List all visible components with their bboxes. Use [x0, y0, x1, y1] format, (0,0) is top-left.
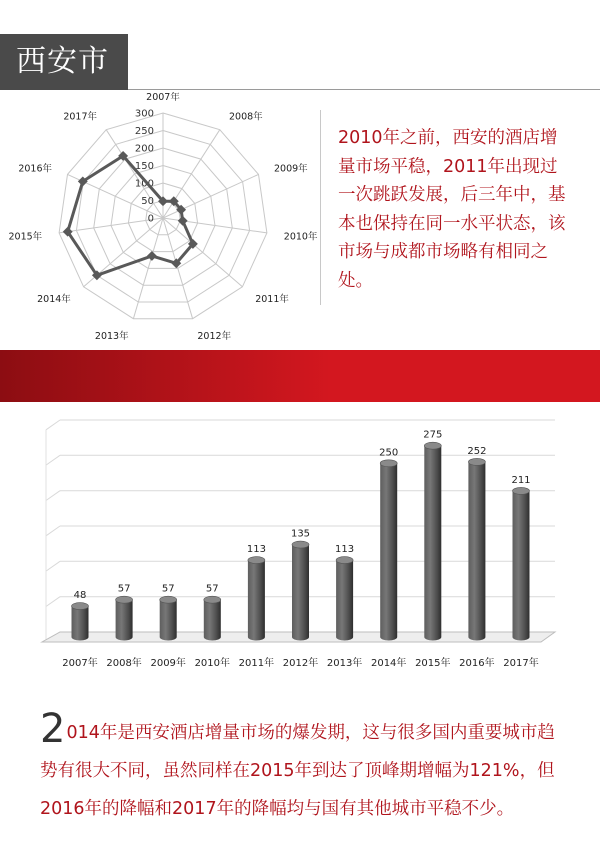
bar-data-label: 48 [73, 590, 87, 602]
bar-data-label: 57 [205, 583, 219, 595]
bar-category-label: 2017年 [503, 658, 539, 669]
bar-gridline-side [46, 526, 60, 536]
summary-line-1-text: 014年是西安酒店增量市场的爆发期，这与很多国内重要城市趋 [66, 723, 555, 743]
bar-data-label: 211 [511, 474, 531, 486]
banner-title: 西安市2007年—2017年增量分析 [258, 13, 590, 38]
city-title: 西安市 [0, 34, 128, 90]
bar-category-label: 2009年 [150, 658, 186, 669]
bar-category-label: 2013年 [326, 658, 363, 669]
title-underline [128, 89, 600, 90]
intro-paragraph: 2010年之前，西安的酒店增量市场平稳，2011年出现过一次跳跃发展，后三年中，基本也保持在同一水平状态，该市场与成都市场略有相同之处。 [338, 128, 566, 291]
bar-data-label: 57 [117, 583, 131, 595]
bar [160, 600, 177, 641]
summary-paragraph [40, 706, 580, 828]
bar [248, 560, 265, 640]
radar-category-label: 2011年 [255, 293, 289, 305]
bar-top [424, 442, 441, 449]
radar-point [178, 216, 188, 226]
bar-data-label: 275 [423, 429, 443, 441]
drop-cap: 2 [40, 706, 66, 752]
bar [513, 491, 530, 641]
bar-gridline-side [46, 455, 60, 465]
bar-gridline-side [46, 597, 60, 607]
bar-data-label: 57 [161, 583, 175, 595]
bar-top [513, 487, 530, 494]
bar-data-label: 113 [246, 544, 266, 556]
radar-tick-label: 300 [134, 108, 154, 120]
radar-category-label: 2008年 [229, 111, 263, 123]
bar-data-label: 252 [467, 445, 487, 457]
radar-category-label: 2012年 [197, 331, 232, 342]
banner-background [0, 350, 600, 402]
bar-top [204, 596, 221, 603]
summary-line-1 [40, 706, 580, 752]
bar-category-label: 2011年 [238, 658, 275, 669]
radar-tick-label: 200 [134, 143, 154, 155]
bar [380, 463, 397, 640]
bar-top [160, 596, 177, 603]
bar-gridline-side [46, 420, 60, 430]
radar-tick-label: 50 [141, 196, 154, 207]
bar-chart [0, 410, 600, 675]
bar-top [380, 460, 397, 467]
radar-category-label: 2016年 [18, 163, 52, 175]
bar-top [72, 603, 89, 610]
radar-category-label: 2010年 [283, 231, 318, 243]
radar-tick-label: 100 [134, 178, 154, 190]
bar-data-label: 250 [379, 447, 399, 459]
bar-category-label: 2015年 [415, 658, 451, 669]
bar [336, 560, 353, 640]
bar-top [292, 541, 309, 548]
bar [204, 600, 221, 641]
bar [424, 446, 441, 641]
bar [292, 545, 309, 641]
bar [72, 606, 89, 640]
bar-top [336, 557, 353, 564]
radar-tick-label: 250 [134, 126, 154, 137]
bar-top [116, 596, 133, 603]
bar-category-label: 2007年 [62, 658, 98, 669]
radar-chart [0, 92, 320, 342]
radar-spoke [163, 218, 242, 287]
summary-line-2: 势有很大不同，虽然同样在2015年到达了顶峰期增幅为121%，但 [40, 761, 555, 781]
radar-point [147, 251, 157, 261]
summary-line-3: 2016年的降幅和2017年的降幅均与国有其他城市平稳不少。 [40, 799, 515, 819]
section-divider [320, 110, 321, 305]
radar-category-label: 2014年 [37, 293, 71, 305]
bar-category-label: 2012年 [282, 658, 319, 669]
bar [116, 600, 133, 641]
bar-gridline-side [46, 561, 60, 571]
bar-data-label: 113 [335, 544, 355, 556]
radar-category-label: 2015年 [8, 231, 43, 243]
bar-category-label: 2014年 [370, 658, 407, 669]
radar-tick-label: 0 [147, 213, 154, 225]
bar [468, 462, 485, 641]
radar-tick-label: 150 [134, 161, 154, 172]
bar-category-label: 2008年 [106, 658, 142, 669]
radar-category-label: 2013年 [94, 331, 129, 342]
radar-category-label: 2009年 [274, 163, 308, 175]
bar-data-label: 135 [290, 528, 311, 540]
bar-top [468, 458, 485, 465]
bar-category-label: 2016年 [459, 658, 495, 669]
bar-gridline-side [46, 491, 60, 501]
bar-top [248, 557, 265, 564]
bar-category-label: 2010年 [194, 658, 231, 669]
analysis-banner [0, 350, 600, 402]
radar-category-label: 2017年 [63, 111, 97, 123]
radar-category-label: 2007年 [146, 92, 180, 103]
